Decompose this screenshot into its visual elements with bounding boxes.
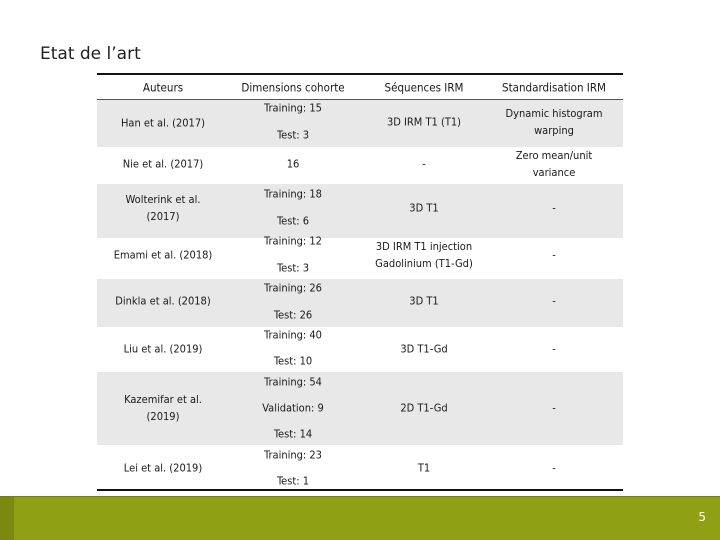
footer-bar	[0, 496, 720, 540]
cell-sequence: 3D IRM T1 injection Gadolinium (T1-Gd)	[375, 240, 473, 270]
cell-cohort-line: Training: 40	[264, 328, 322, 342]
footer-accent	[0, 497, 14, 540]
header-standardisation: Standardisation IRM	[502, 80, 606, 95]
cell-standardisation: -	[552, 201, 556, 215]
cell-standardisation: -	[552, 461, 556, 475]
cell-cohort-line: Test: 10	[273, 354, 313, 368]
cell-cohort-line: Test: 3	[276, 261, 310, 275]
cell-cohort-line: Validation: 9	[262, 401, 324, 415]
cell-standardisation: -	[552, 294, 556, 308]
cell-standardisation: -	[552, 248, 556, 262]
cell-cohort-line: Training: 18	[264, 187, 322, 201]
cell-author: Nie et al. (2017)	[122, 157, 204, 171]
cell-sequence: 2D T1-Gd	[400, 401, 448, 415]
cell-cohort-line: Test: 1	[276, 474, 310, 488]
cell-sequence: 3D T1	[409, 201, 439, 215]
cell-sequence: 3D IRM T1 (T1)	[386, 115, 462, 129]
cell-cohort-line: 16	[286, 157, 300, 171]
header-sequences: Séquences IRM	[384, 80, 464, 95]
cell-standardisation: -	[552, 401, 556, 415]
page-number: 5	[698, 510, 706, 524]
cell-sequence: 3D T1	[409, 294, 439, 308]
cell-author: Wolterink et al. (2017)	[125, 193, 201, 223]
cell-author: Kazemifar et al. (2019)	[124, 393, 202, 423]
cell-cohort-line: Training: 26	[264, 281, 322, 295]
cell-sequence: 3D T1-Gd	[400, 342, 448, 356]
cell-standardisation: Zero mean/unit variance	[515, 149, 593, 179]
cell-sequence: T1	[417, 461, 431, 475]
cell-standardisation: -	[552, 342, 556, 356]
cell-cohort-line: Training: 54	[264, 375, 322, 389]
cell-cohort-line: Training: 23	[264, 448, 322, 462]
cell-author: Dinkla et al. (2018)	[115, 294, 211, 308]
cell-author: Han et al. (2017)	[120, 116, 206, 130]
slide-title: Etat de l’art	[40, 44, 141, 64]
header-cohort: Dimensions cohorte	[241, 80, 345, 95]
cell-author: Lei et al. (2019)	[123, 461, 203, 475]
cell-cohort-line: Training: 15	[264, 101, 322, 115]
cell-cohort-line: Test: 3	[276, 128, 310, 142]
cell-sequence: -	[422, 157, 426, 171]
cell-author: Emami et al. (2018)	[113, 248, 213, 262]
cell-standardisation: Dynamic histogram warping	[505, 107, 603, 137]
header-divider	[97, 99, 623, 100]
cell-cohort-line: Test: 6	[276, 214, 310, 228]
cell-cohort-line: Test: 14	[273, 427, 313, 441]
header-authors: Auteurs	[142, 80, 184, 95]
state-of-art-table	[97, 73, 623, 491]
cell-cohort-line: Training: 12	[264, 234, 322, 248]
cell-cohort-line: Test: 26	[273, 308, 313, 322]
cell-author: Liu et al. (2019)	[123, 342, 203, 356]
